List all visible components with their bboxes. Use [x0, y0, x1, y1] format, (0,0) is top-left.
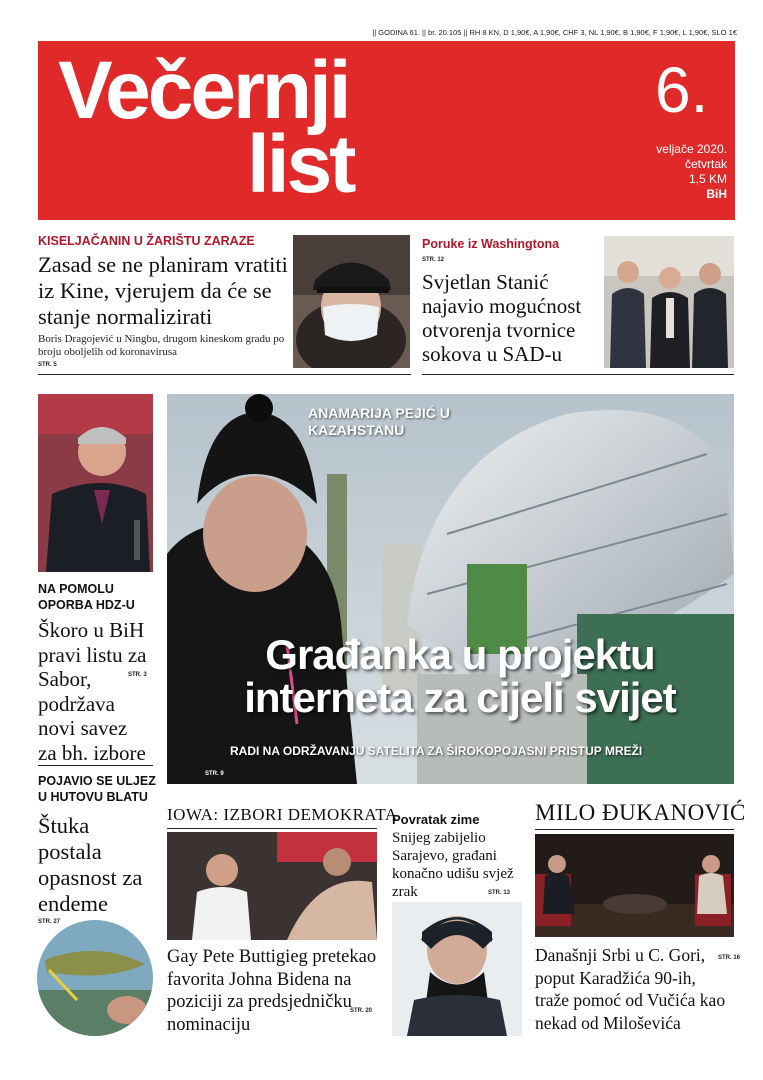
hdz-photo[interactable]	[38, 394, 153, 572]
logo-line-1[interactable]: Večernji	[58, 45, 349, 136]
djukanovic-photo[interactable]	[535, 834, 734, 937]
issue-edition: BiH	[706, 187, 727, 201]
issue-weekday: četvrtak	[684, 157, 727, 171]
divider	[38, 374, 411, 375]
pike-fish-image	[37, 920, 153, 1036]
logo-line-2[interactable]: list	[247, 119, 354, 210]
edition-info-line: || GODINA 61. || br. 20.105 || RH 8 KN, D 1,90€, A 1,90€, CHF 3, NL 1,90€, B 1,90€, F 1,90€, L 1,90€, SLO 1€	[372, 28, 737, 37]
washington-page: STR. 12	[422, 257, 445, 263]
djukanovic-headline[interactable]: Današnji Srbi u C. Gori, poput Karadžića 90-ih, traže pomoć od Vučića kao nekad od Miloševića	[535, 945, 726, 1033]
stuka-kicker: POJAVIO SE ULJEZ U HUTOVU BLATU	[38, 774, 156, 804]
hero-kicker: ANAMARIJA PEJIĆ U KAZAHSTANU	[308, 405, 450, 438]
issue-price: 1,5 KM	[688, 172, 727, 186]
satellite-scene-image	[167, 394, 734, 784]
washington-photo[interactable]	[604, 236, 734, 368]
divider	[38, 765, 153, 766]
hero-headline[interactable]: Građanka u projektu interneta za cijeli svijet	[244, 631, 676, 721]
iowa-photo[interactable]	[167, 832, 377, 940]
divider	[167, 828, 377, 829]
kiseljak-summary: Boris Dragojević u Ningbu, drugom kineskom gradu po broju oboljelih od koronavirusa	[38, 333, 285, 358]
washington-headline[interactable]: Svjetlan Stanić najavio mogućnost otvorenja tvornice sokova u SAD-u	[422, 270, 582, 366]
zima-photo[interactable]	[392, 902, 522, 1036]
kiseljak-headline[interactable]: Zasad se ne planiram vratiti iz Kine, vjerujem da će se stanje normalizirati	[38, 252, 288, 329]
zima-kicker: Povratak zime	[392, 812, 480, 827]
iowa-page: STR. 20	[350, 1008, 373, 1014]
djukanovic-kicker: MILO ĐUKANOVIĆ	[535, 800, 746, 825]
stuka-headline[interactable]: Štuka postala opasnost za endeme	[38, 813, 143, 916]
iowa-kicker: IOWA: IZBORI DEMOKRATA	[167, 805, 398, 824]
kiseljak-page: STR. 5	[38, 362, 57, 368]
divider	[535, 829, 734, 830]
divider	[422, 374, 734, 375]
crowd-image	[167, 832, 377, 940]
hdz-headline[interactable]: Škoro u BiH pravi listu za Sabor, podržava novi savez za bh. izbore	[38, 618, 147, 765]
hero-subhead: RADI NA ODRŽAVANJU SATELITA ZA ŠIROKOPOJASNI PRISTUP MREŽI	[230, 744, 643, 758]
tv-interview-image	[535, 834, 734, 937]
politician-image	[38, 394, 153, 572]
hero-photo[interactable]	[167, 394, 734, 784]
iowa-headline[interactable]: Gay Pete Buttigieg pretekao favorita Johna Bidena na poziciji za predsjedničku nominaciju	[167, 947, 377, 1035]
issue-date-block	[656, 142, 727, 202]
kiseljak-kicker: KISELJAČANIN U ŽARIŠTU ZARAZE	[38, 234, 255, 248]
washington-kicker: Poruke iz Washingtona	[422, 237, 560, 251]
issue-day: 6.	[655, 54, 709, 126]
hero-page: STR. 9	[205, 771, 224, 777]
three-men-image	[604, 236, 734, 368]
hdz-kicker: NA POMOLU OPORBA HDZ-U	[38, 582, 135, 612]
woman-in-snow-image	[392, 902, 522, 1036]
stuka-photo[interactable]	[37, 920, 153, 1036]
djukanovic-page: STR. 16	[718, 955, 741, 961]
zima-page: STR. 13	[488, 890, 511, 896]
zima-headline[interactable]: Snijeg zabijelio Sarajevo, građani konačno udišu svjež zrak	[392, 830, 514, 900]
masked-man-image	[293, 235, 410, 368]
hdz-page: STR. 3	[128, 672, 147, 678]
stuka-page: STR. 27	[38, 919, 61, 925]
issue-date: veljače 2020.	[656, 142, 727, 156]
kiseljak-photo[interactable]	[293, 235, 410, 368]
